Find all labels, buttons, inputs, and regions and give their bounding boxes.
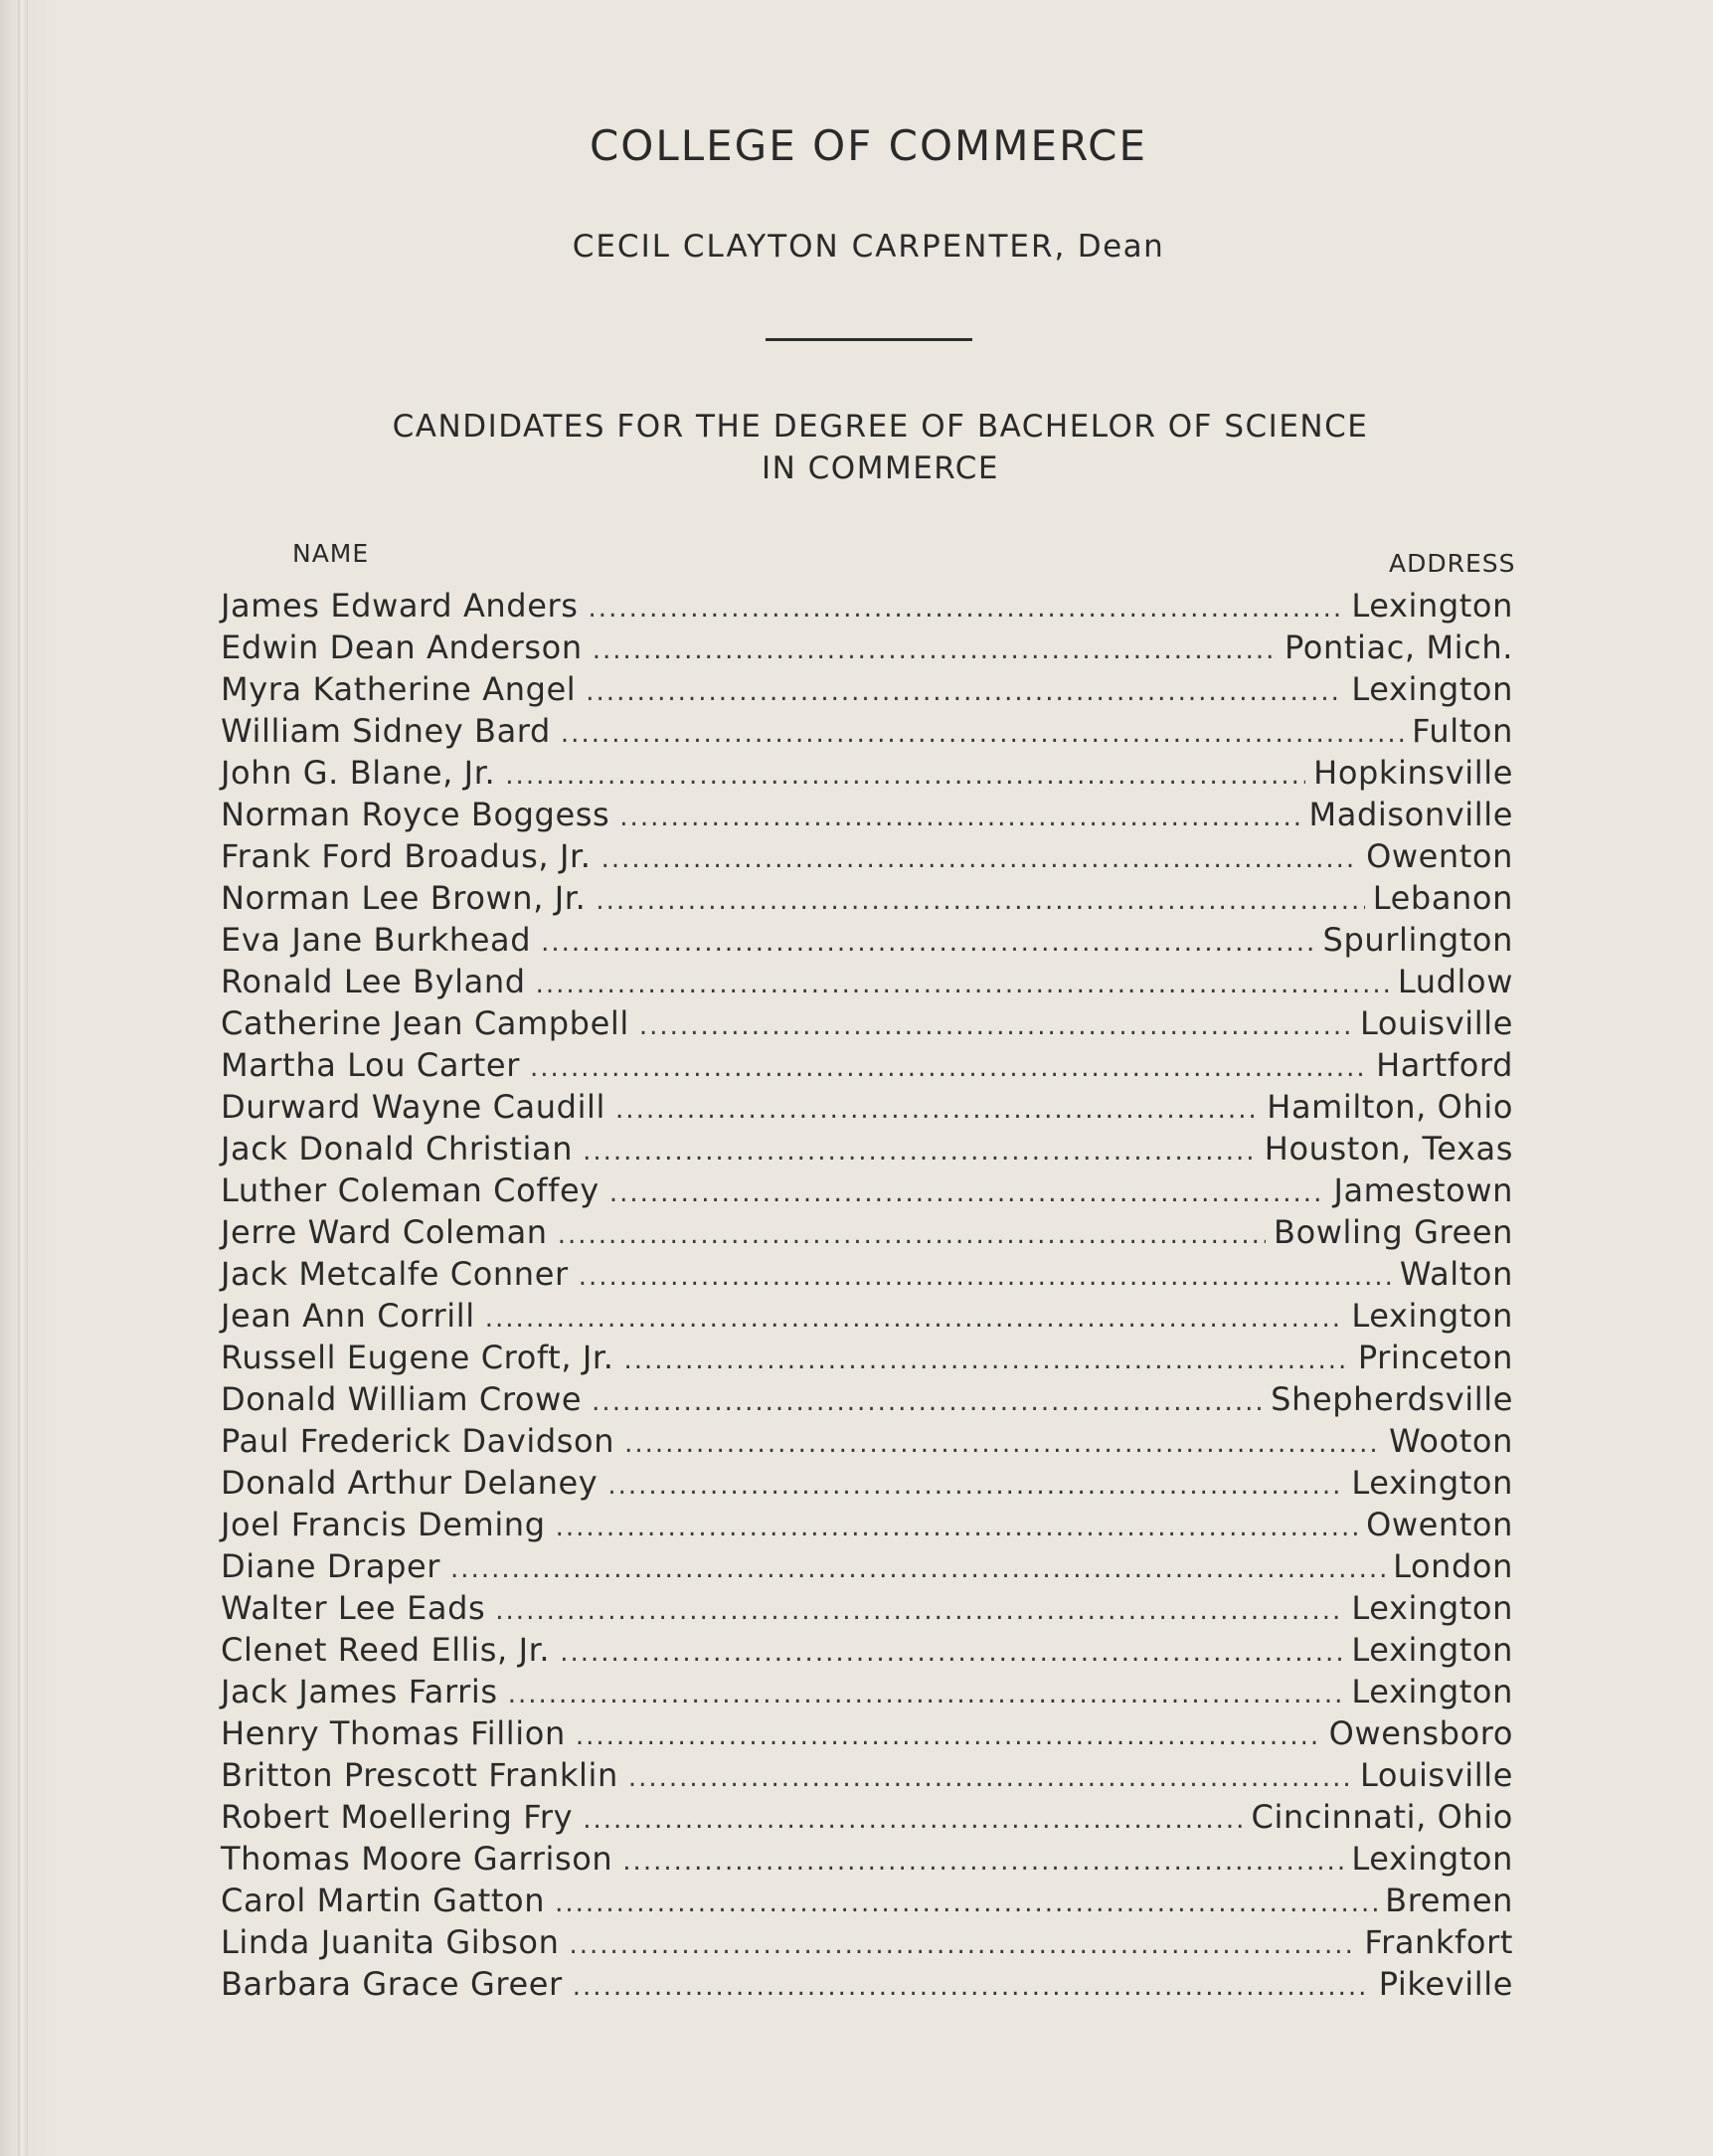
college-title: COLLEGE OF COMMERCE bbox=[589, 121, 1148, 170]
dot-leader bbox=[505, 761, 1305, 791]
candidate-address: Bowling Green bbox=[1274, 1213, 1513, 1251]
dot-leader bbox=[624, 1346, 1350, 1375]
candidate-row bbox=[221, 1965, 1513, 2007]
candidate-row bbox=[221, 1798, 1513, 1840]
dot-leader bbox=[508, 1680, 1344, 1709]
candidate-address: Louisville bbox=[1360, 1004, 1513, 1042]
candidate-address: Lexington bbox=[1351, 1631, 1513, 1669]
dot-leader bbox=[609, 1178, 1326, 1208]
candidate-address: Lexington bbox=[1351, 1840, 1513, 1878]
dot-leader bbox=[589, 594, 1344, 624]
candidate-name: Diane Draper bbox=[221, 1547, 441, 1585]
candidate-row bbox=[221, 1130, 1513, 1171]
candidate-name: Luther Coleman Coffey bbox=[221, 1171, 600, 1209]
candidate-row bbox=[221, 1380, 1513, 1422]
candidate-name: Clenet Reed Ellis, Jr. bbox=[221, 1631, 551, 1669]
candidate-row bbox=[221, 1004, 1513, 1046]
candidate-row bbox=[221, 796, 1513, 837]
dot-leader bbox=[607, 1471, 1343, 1501]
candidate-row bbox=[221, 879, 1513, 921]
candidate-row bbox=[221, 1255, 1513, 1297]
dot-leader bbox=[596, 886, 1364, 916]
dot-leader bbox=[639, 1011, 1352, 1041]
dot-leader bbox=[576, 1721, 1321, 1751]
candidate-name: Edwin Dean Anderson bbox=[221, 629, 583, 666]
candidate-address: London bbox=[1393, 1547, 1513, 1585]
dot-leader bbox=[561, 719, 1404, 749]
candidate-address: Owenton bbox=[1366, 837, 1513, 875]
dot-leader bbox=[579, 1262, 1392, 1292]
candidate-row bbox=[221, 1673, 1513, 1714]
candidate-row bbox=[221, 1547, 1513, 1589]
candidate-name: Thomas Moore Garrison bbox=[221, 1840, 613, 1878]
degree-heading-line-2: IN COMMERCE bbox=[761, 450, 1000, 486]
candidate-name: Frank Ford Broadus, Jr. bbox=[221, 837, 592, 875]
candidate-name: Jack Metcalfe Conner bbox=[221, 1255, 569, 1293]
candidate-row bbox=[221, 921, 1513, 963]
candidate-row bbox=[221, 1339, 1513, 1380]
candidate-row bbox=[221, 1882, 1513, 1923]
dot-leader bbox=[558, 1220, 1266, 1250]
dot-leader bbox=[495, 1596, 1343, 1626]
candidate-row bbox=[221, 754, 1513, 796]
candidate-row bbox=[221, 1756, 1513, 1798]
candidate-name: John G. Blane, Jr. bbox=[221, 754, 496, 792]
candidate-row bbox=[221, 587, 1513, 629]
candidate-address: Hamilton, Ohio bbox=[1267, 1088, 1513, 1126]
candidate-row bbox=[221, 670, 1513, 712]
candidate-name: William Sidney Bard bbox=[221, 712, 551, 750]
candidate-address: Fulton bbox=[1412, 712, 1513, 750]
dean-name: CECIL CLAYTON CARPENTER, bbox=[572, 229, 1067, 265]
candidate-address: Houston, Texas bbox=[1264, 1130, 1513, 1168]
candidate-name: Linda Juanita Gibson bbox=[221, 1923, 560, 1961]
dot-leader bbox=[536, 970, 1390, 999]
candidate-name: Jack Donald Christian bbox=[221, 1130, 574, 1168]
dot-leader bbox=[628, 1763, 1352, 1793]
dot-leader bbox=[593, 635, 1277, 665]
dot-leader bbox=[569, 1930, 1356, 1960]
candidate-name: Russell Eugene Croft, Jr. bbox=[221, 1339, 614, 1376]
candidate-address: Madisonville bbox=[1308, 796, 1513, 833]
dot-leader bbox=[530, 1053, 1368, 1083]
candidate-address: Lexington bbox=[1351, 1464, 1513, 1502]
candidate-row bbox=[221, 1589, 1513, 1631]
candidate-name: Jack James Farris bbox=[221, 1673, 498, 1710]
candidate-name: Walter Lee Eads bbox=[221, 1589, 486, 1627]
column-header-name: NAME bbox=[292, 539, 370, 568]
candidate-address: Louisville bbox=[1360, 1756, 1513, 1794]
dot-leader bbox=[619, 803, 1300, 832]
candidate-address: Pontiac, Mich. bbox=[1285, 629, 1513, 666]
candidate-address: Lexington bbox=[1351, 1673, 1513, 1710]
candidate-address: Lexington bbox=[1351, 670, 1513, 708]
dot-leader bbox=[555, 1888, 1377, 1918]
candidate-name: Donald William Crowe bbox=[221, 1380, 583, 1418]
candidate-address: Shepherdsville bbox=[1271, 1380, 1513, 1418]
dot-leader bbox=[583, 1805, 1243, 1835]
candidate-row bbox=[221, 1631, 1513, 1673]
dot-leader bbox=[560, 1638, 1343, 1668]
candidate-name: Norman Lee Brown, Jr. bbox=[221, 879, 587, 917]
degree-heading bbox=[24, 406, 1713, 489]
candidate-address: Lexington bbox=[1351, 587, 1513, 625]
dot-leader bbox=[485, 1304, 1344, 1334]
dot-leader bbox=[592, 1387, 1263, 1417]
candidate-address: Hartford bbox=[1376, 1046, 1513, 1084]
candidate-address: Frankfort bbox=[1364, 1923, 1513, 1961]
candidate-name: Carol Martin Gatton bbox=[221, 1882, 546, 1919]
dot-leader bbox=[556, 1513, 1358, 1542]
candidate-address: Bremen bbox=[1385, 1882, 1513, 1919]
candidate-address: Spurlington bbox=[1322, 921, 1513, 959]
binding-spine bbox=[18, 0, 28, 2156]
candidate-row bbox=[221, 1213, 1513, 1255]
candidate-name: Durward Wayne Caudill bbox=[221, 1088, 606, 1126]
candidate-row bbox=[221, 1171, 1513, 1213]
candidate-name: Catherine Jean Campbell bbox=[221, 1004, 629, 1042]
candidate-row bbox=[221, 629, 1513, 670]
section-divider bbox=[766, 338, 972, 341]
candidate-row bbox=[221, 1923, 1513, 1965]
candidate-name: Jean Ann Corrill bbox=[221, 1297, 475, 1335]
dot-leader bbox=[541, 928, 1314, 958]
candidate-name: James Edward Anders bbox=[221, 587, 579, 625]
candidate-row bbox=[221, 1840, 1513, 1882]
candidate-name: Donald Arthur Delaney bbox=[221, 1464, 599, 1502]
candidate-row bbox=[221, 1422, 1513, 1464]
candidate-name: Myra Katherine Angel bbox=[221, 670, 577, 708]
candidate-name: Norman Royce Boggess bbox=[221, 796, 610, 833]
candidate-address: Owenton bbox=[1366, 1506, 1513, 1543]
dot-leader bbox=[586, 677, 1343, 707]
candidate-address: Pikeville bbox=[1378, 1965, 1513, 2003]
candidate-row bbox=[221, 1088, 1513, 1130]
candidate-address: Wooton bbox=[1389, 1422, 1513, 1460]
candidate-name: Britton Prescott Franklin bbox=[221, 1756, 618, 1794]
candidate-name: Robert Moellering Fry bbox=[221, 1798, 574, 1836]
candidate-name: Ronald Lee Byland bbox=[221, 963, 526, 1000]
candidate-name: Barbara Grace Greer bbox=[221, 1965, 563, 2003]
degree-heading-line-1: CANDIDATES FOR THE DEGREE OF BACHELOR OF SCIENCE bbox=[392, 409, 1369, 445]
candidate-address: Walton bbox=[1399, 1255, 1513, 1293]
dot-leader bbox=[450, 1554, 1385, 1584]
candidate-row bbox=[221, 1714, 1513, 1756]
dean-line bbox=[12, 229, 1713, 265]
candidate-row bbox=[221, 837, 1513, 879]
candidate-address: Hopkinsville bbox=[1313, 754, 1513, 792]
candidate-address: Lexington bbox=[1351, 1297, 1513, 1335]
dot-leader bbox=[583, 1137, 1257, 1167]
dot-leader bbox=[573, 1972, 1371, 2002]
candidate-list bbox=[221, 587, 1513, 2007]
candidate-address: Princeton bbox=[1357, 1339, 1513, 1376]
candidate-row bbox=[221, 1464, 1513, 1506]
candidate-address: Jamestown bbox=[1333, 1171, 1513, 1209]
candidate-address: Ludlow bbox=[1397, 963, 1513, 1000]
candidate-name: Paul Frederick Davidson bbox=[221, 1422, 615, 1460]
dean-title: Dean bbox=[1077, 229, 1165, 265]
candidate-address: Lexington bbox=[1351, 1589, 1513, 1627]
candidate-row bbox=[221, 963, 1513, 1004]
candidate-name: Joel Francis Deming bbox=[221, 1506, 546, 1543]
candidate-name: Henry Thomas Fillion bbox=[221, 1714, 566, 1752]
candidate-address: Cincinnati, Ohio bbox=[1251, 1798, 1513, 1836]
candidate-row bbox=[221, 1506, 1513, 1547]
candidate-address: Lebanon bbox=[1372, 879, 1513, 917]
candidate-address: Owensboro bbox=[1328, 1714, 1513, 1752]
dot-leader bbox=[615, 1095, 1259, 1125]
candidate-row bbox=[221, 1046, 1513, 1088]
column-header-address: ADDRESS bbox=[1389, 549, 1516, 578]
candidate-name: Martha Lou Carter bbox=[221, 1046, 520, 1084]
candidate-name: Eva Jane Burkhead bbox=[221, 921, 532, 959]
dot-leader bbox=[624, 1429, 1381, 1459]
dot-leader bbox=[622, 1847, 1343, 1877]
candidate-row bbox=[221, 1297, 1513, 1339]
dot-leader bbox=[601, 844, 1358, 874]
candidate-row bbox=[221, 712, 1513, 754]
candidate-name: Jerre Ward Coleman bbox=[221, 1213, 548, 1251]
